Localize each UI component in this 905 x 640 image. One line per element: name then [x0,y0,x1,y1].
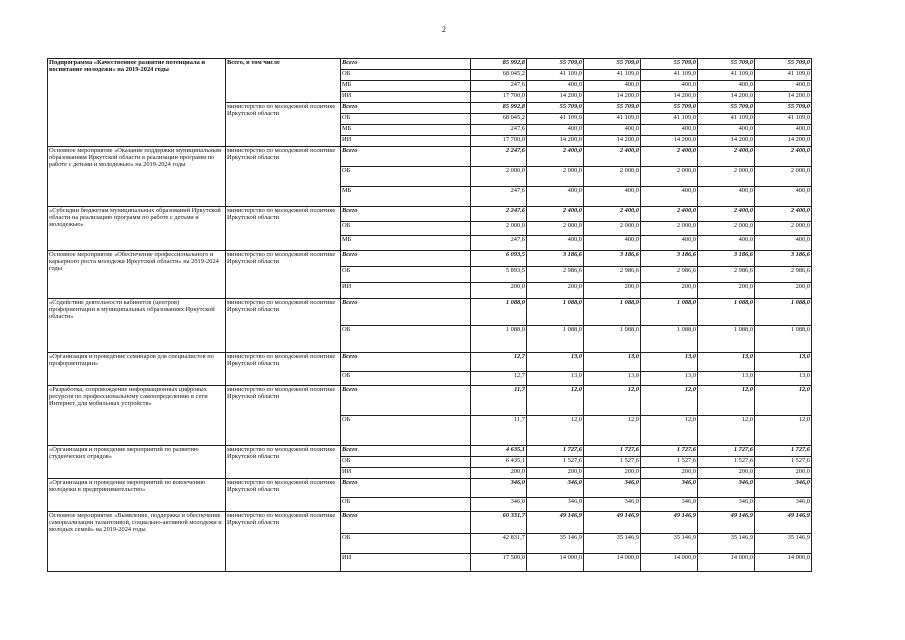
amount-cell: 1 088,0 [755,326,812,353]
amount-cell: 41 109,0 [698,114,755,125]
amount-cell: 14 200,0 [584,92,641,103]
amount-cell: 1 088,0 [698,299,755,326]
responsible-executor: министерство по молодежной политике Иркутской области [226,299,341,353]
amount-cell: 17 500,0 [471,554,527,572]
funding-source: ИИ [341,92,471,103]
amount-cell: 200,0 [527,468,584,479]
amount-cell: 49 146,9 [698,512,755,534]
funding-source: Всего [341,353,471,372]
amount-cell: 2 986,6 [755,267,812,283]
funding-source: МБ [341,236,471,251]
amount-cell: 1 088,0 [471,299,527,326]
amount-cell: 14 200,0 [755,92,812,103]
amount-cell: 55 709,0 [641,59,698,70]
amount-cell: 400,0 [698,125,755,136]
amount-cell: 2 000,0 [641,222,698,236]
amount-cell: 346,0 [471,479,527,498]
amount-cell: 49 146,9 [641,512,698,534]
amount-cell: 400,0 [584,187,641,207]
amount-cell: 247,6 [471,187,527,207]
amount-cell: 346,0 [641,479,698,498]
amount-cell: 200,0 [527,283,584,299]
amount-cell: 200,0 [584,283,641,299]
funding-source: ОБ [341,498,471,512]
amount-cell: 1 088,0 [584,299,641,326]
amount-cell: 13,0 [698,372,755,386]
amount-cell: 14 200,0 [641,136,698,147]
funding-source: ИИ [341,283,471,299]
amount-cell: 17 700,0 [471,136,527,147]
amount-cell: 2 986,6 [527,267,584,283]
amount-cell: 41 109,0 [641,70,698,81]
table-row [48,353,812,372]
amount-cell: 12,7 [471,372,527,386]
amount-cell: 41 109,0 [527,114,584,125]
amount-cell: 12,0 [698,386,755,416]
amount-cell: 68 045,2 [471,114,527,125]
funding-source: Всего [341,446,471,457]
amount-cell: 1 527,6 [698,457,755,468]
amount-cell: 41 109,0 [641,114,698,125]
funding-source: Всего [341,479,471,498]
amount-cell: 1 088,0 [755,299,812,326]
amount-cell: 1 088,0 [527,326,584,353]
funding-source: МБ [341,81,471,92]
amount-cell: 55 709,0 [527,59,584,70]
amount-cell: 14 200,0 [527,92,584,103]
amount-cell: 12,7 [471,353,527,372]
amount-cell: 55 709,0 [698,103,755,114]
amount-cell: 2 000,0 [584,167,641,187]
amount-cell: 400,0 [755,236,812,251]
activity-name: «Субсидии бюджетам муниципальных образований Иркутской области на реализацию программ по работе с детьми и молодежью» [48,207,226,251]
amount-cell: 346,0 [584,479,641,498]
amount-cell: 42 831,7 [471,534,527,554]
amount-cell: 2 000,0 [641,167,698,187]
amount-cell: 14 000,0 [584,554,641,572]
amount-cell: 2 000,0 [698,222,755,236]
funding-source: Всего [341,207,471,222]
amount-cell: 400,0 [584,236,641,251]
amount-cell: 1 727,6 [698,446,755,457]
amount-cell: 13,0 [584,372,641,386]
amount-cell: 14 200,0 [755,136,812,147]
amount-cell: 247,6 [471,236,527,251]
amount-cell: 6 093,5 [471,251,527,267]
amount-cell: 2 400,0 [641,207,698,222]
amount-cell: 346,0 [698,498,755,512]
amount-cell: 3 186,6 [698,251,755,267]
amount-cell: 35 146,9 [755,534,812,554]
table-body [48,59,812,572]
amount-cell: 35 146,9 [698,534,755,554]
table-row [48,59,812,70]
amount-cell: 3 186,6 [755,251,812,267]
amount-cell: 14 200,0 [641,92,698,103]
responsible-executor: министерство по молодежной политике Иркутской области [226,103,341,147]
amount-cell: 13,0 [584,353,641,372]
amount-cell: 346,0 [698,479,755,498]
amount-cell: 14 200,0 [698,136,755,147]
amount-cell: 2 000,0 [527,167,584,187]
activity-name: Основное мероприятие «Оказание поддержки муниципальным образованиям Иркутской области в реализации программ по работе с детьми и молодежью» на 2019-2024 годы [48,147,226,207]
responsible-executor: министерство по молодежной политике Иркутской области [226,479,341,512]
responsible-executor: министерство по молодежной политике Иркутской области [226,386,341,446]
amount-cell: 13,0 [755,372,812,386]
amount-cell: 2 247,6 [471,207,527,222]
amount-cell: 1 727,6 [755,446,812,457]
amount-cell: 1 727,6 [641,446,698,457]
amount-cell: 55 709,0 [755,103,812,114]
amount-cell: 2 986,6 [641,267,698,283]
amount-cell: 200,0 [641,283,698,299]
amount-cell: 6 435,1 [471,457,527,468]
amount-cell: 400,0 [698,81,755,92]
amount-cell: 346,0 [584,498,641,512]
amount-cell: 400,0 [641,125,698,136]
amount-cell: 200,0 [584,468,641,479]
amount-cell: 400,0 [755,125,812,136]
table-row [48,147,812,167]
amount-cell: 346,0 [527,479,584,498]
amount-cell: 12,0 [527,386,584,416]
funding-source: Всего [341,59,471,70]
responsible-executor: министерство по молодежной политике Иркутской области [226,251,341,299]
amount-cell: 2 400,0 [527,147,584,167]
amount-cell: 1 527,6 [641,457,698,468]
page-number: 2 [442,25,446,34]
activity-name: Подпрограмма «Качественное развитие потенциала и воспитание молодежи» на 2019-2024 годы [48,59,226,147]
amount-cell: 14 000,0 [755,554,812,572]
amount-cell: 55 709,0 [584,103,641,114]
amount-cell: 1 088,0 [584,326,641,353]
amount-cell: 400,0 [698,187,755,207]
amount-cell: 1 088,0 [641,299,698,326]
amount-cell: 1 088,0 [698,326,755,353]
amount-cell: 346,0 [755,479,812,498]
amount-cell: 13,0 [527,353,584,372]
funding-source: ОБ [341,457,471,468]
funding-source: ОБ [341,167,471,187]
funding-source: Всего [341,299,471,326]
amount-cell: 11,7 [471,386,527,416]
amount-cell: 2 400,0 [698,207,755,222]
activity-name: «Содействие деятельности кабинетов (центров) профориентации в муниципальных образованиях Иркутской области» [48,299,226,353]
amount-cell: 400,0 [527,187,584,207]
table-row [48,479,812,498]
amount-cell: 1 527,6 [527,457,584,468]
amount-cell: 85 992,8 [471,103,527,114]
budget-table [47,58,812,572]
amount-cell: 60 331,7 [471,512,527,534]
amount-cell: 49 146,9 [584,512,641,534]
amount-cell: 12,0 [641,416,698,446]
amount-cell: 55 709,0 [584,59,641,70]
amount-cell: 2 986,6 [584,267,641,283]
amount-cell: 2 000,0 [755,167,812,187]
amount-cell: 2 400,0 [755,207,812,222]
amount-cell: 13,0 [527,372,584,386]
amount-cell: 2 400,0 [641,147,698,167]
amount-cell: 1 727,6 [584,446,641,457]
amount-cell: 2 400,0 [584,207,641,222]
funding-source: Всего [341,147,471,167]
amount-cell: 3 186,6 [641,251,698,267]
table-row [48,512,812,534]
amount-cell: 1 088,0 [471,326,527,353]
amount-cell: 3 186,6 [584,251,641,267]
activity-name: Основное мероприятие «Выявление, поддержка и обеспечение самореализации талантливой, социально-активной молодежи и молодых семей» на 2019-2024 годы [48,512,226,572]
amount-cell: 55 709,0 [641,103,698,114]
amount-cell: 346,0 [755,498,812,512]
amount-cell: 247,6 [471,81,527,92]
amount-cell: 12,0 [641,386,698,416]
amount-cell: 49 146,9 [527,512,584,534]
funding-source: МБ [341,187,471,207]
amount-cell: 12,0 [527,416,584,446]
amount-cell: 14 000,0 [641,554,698,572]
amount-cell: 400,0 [755,81,812,92]
amount-cell: 14 000,0 [527,554,584,572]
amount-cell: 400,0 [641,187,698,207]
table-row [48,299,812,326]
table-row [48,251,812,267]
funding-source: ОБ [341,267,471,283]
amount-cell: 2 000,0 [527,222,584,236]
amount-cell: 49 146,9 [755,512,812,534]
funding-source: Всего [341,386,471,416]
amount-cell: 68 045,2 [471,70,527,81]
amount-cell: 2 986,6 [698,267,755,283]
amount-cell: 200,0 [698,283,755,299]
amount-cell: 12,0 [755,386,812,416]
amount-cell: 13,0 [641,353,698,372]
amount-cell: 41 109,0 [584,114,641,125]
amount-cell: 55 709,0 [527,103,584,114]
amount-cell: 1 088,0 [641,326,698,353]
responsible-executor: министерство по молодежной политике Иркутской области [226,207,341,251]
activity-name: «Разработка, сопровождение информационных цифровых ресурсов по профессиональному самоопределению в сети Интернет, для мобильных устройств» [48,386,226,446]
responsible-executor: министерство по молодежной политике Иркутской области [226,446,341,479]
responsible-executor: министерство по молодежной политике Иркутской области [226,147,341,207]
amount-cell: 14 000,0 [698,554,755,572]
amount-cell: 247,6 [471,125,527,136]
funding-source: Всего [341,103,471,114]
activity-name: «Организация и проведение мероприятий по развитию студенческих отрядов» [48,446,226,479]
funding-source: Всего [341,512,471,534]
amount-cell: 55 709,0 [698,59,755,70]
activity-name: «Организация и проведение мероприятий по вовлечению молодежи в предпринимательство» [48,479,226,512]
amount-cell: 17 700,0 [471,92,527,103]
amount-cell: 400,0 [584,81,641,92]
amount-cell: 41 109,0 [755,70,812,81]
table-row [48,386,812,416]
amount-cell: 41 109,0 [698,70,755,81]
amount-cell: 14 200,0 [527,136,584,147]
amount-cell: 35 146,9 [584,534,641,554]
amount-cell: 1 727,6 [527,446,584,457]
funding-source: ИИ [341,136,471,147]
amount-cell: 2 000,0 [584,222,641,236]
amount-cell: 13,0 [755,353,812,372]
amount-cell: 13,0 [698,353,755,372]
amount-cell: 12,0 [584,416,641,446]
amount-cell: 2 000,0 [471,222,527,236]
amount-cell: 85 992,8 [471,59,527,70]
funding-source: ИИ [341,468,471,479]
amount-cell: 12,0 [584,386,641,416]
amount-cell: 346,0 [641,498,698,512]
amount-cell: 1 527,6 [584,457,641,468]
amount-cell: 400,0 [527,81,584,92]
funding-source: ОБ [341,534,471,554]
amount-cell: 2 400,0 [698,147,755,167]
amount-cell: 200,0 [755,468,812,479]
funding-source: Всего [341,251,471,267]
amount-cell: 41 109,0 [755,114,812,125]
amount-cell: 400,0 [527,125,584,136]
amount-cell: 200,0 [471,283,527,299]
responsible-executor: министерство по молодежной политике Иркутской области [226,512,341,572]
amount-cell: 12,0 [755,416,812,446]
amount-cell: 400,0 [698,236,755,251]
funding-source: ОБ [341,70,471,81]
amount-cell: 346,0 [527,498,584,512]
amount-cell: 1 088,0 [527,299,584,326]
amount-cell: 400,0 [755,187,812,207]
funding-source: ИИ [341,554,471,572]
amount-cell: 2 400,0 [527,207,584,222]
amount-cell: 2 000,0 [755,222,812,236]
amount-cell: 4 635,1 [471,446,527,457]
table-row [48,207,812,222]
amount-cell: 2 000,0 [471,167,527,187]
amount-cell: 13,0 [641,372,698,386]
funding-source: ОБ [341,372,471,386]
activity-name: «Организация и проведение семинаров для специалистов по профориентации» [48,353,226,386]
amount-cell: 400,0 [641,236,698,251]
funding-source: ОБ [341,416,471,446]
amount-cell: 200,0 [755,283,812,299]
amount-cell: 3 186,6 [527,251,584,267]
responsible-executor: Всего, в том числе [226,59,341,103]
activity-name: Основное мероприятие «Обеспечение профессионального и карьерного роста молодежи Иркутской области» на 2019-2024 годы [48,251,226,299]
table-row [48,446,812,457]
amount-cell: 35 146,9 [641,534,698,554]
amount-cell: 2 000,0 [698,167,755,187]
amount-cell: 2 400,0 [755,147,812,167]
funding-source: ОБ [341,222,471,236]
responsible-executor: министерство по молодежной политике Иркутской области [226,353,341,386]
amount-cell: 14 200,0 [584,136,641,147]
amount-cell: 200,0 [698,468,755,479]
amount-cell: 12,0 [698,416,755,446]
amount-cell: 346,0 [471,498,527,512]
amount-cell: 35 146,9 [527,534,584,554]
funding-source: МБ [341,125,471,136]
funding-source: ОБ [341,326,471,353]
funding-source: ОБ [341,114,471,125]
amount-cell: 55 709,0 [755,59,812,70]
amount-cell: 400,0 [527,236,584,251]
amount-cell: 1 527,6 [755,457,812,468]
amount-cell: 200,0 [641,468,698,479]
amount-cell: 200,0 [471,468,527,479]
amount-cell: 14 200,0 [698,92,755,103]
amount-cell: 11,7 [471,416,527,446]
amount-cell: 400,0 [584,125,641,136]
amount-cell: 41 109,0 [584,70,641,81]
amount-cell: 2 247,6 [471,147,527,167]
amount-cell: 400,0 [641,81,698,92]
amount-cell: 41 109,0 [527,70,584,81]
amount-cell: 2 400,0 [584,147,641,167]
amount-cell: 5 893,5 [471,267,527,283]
